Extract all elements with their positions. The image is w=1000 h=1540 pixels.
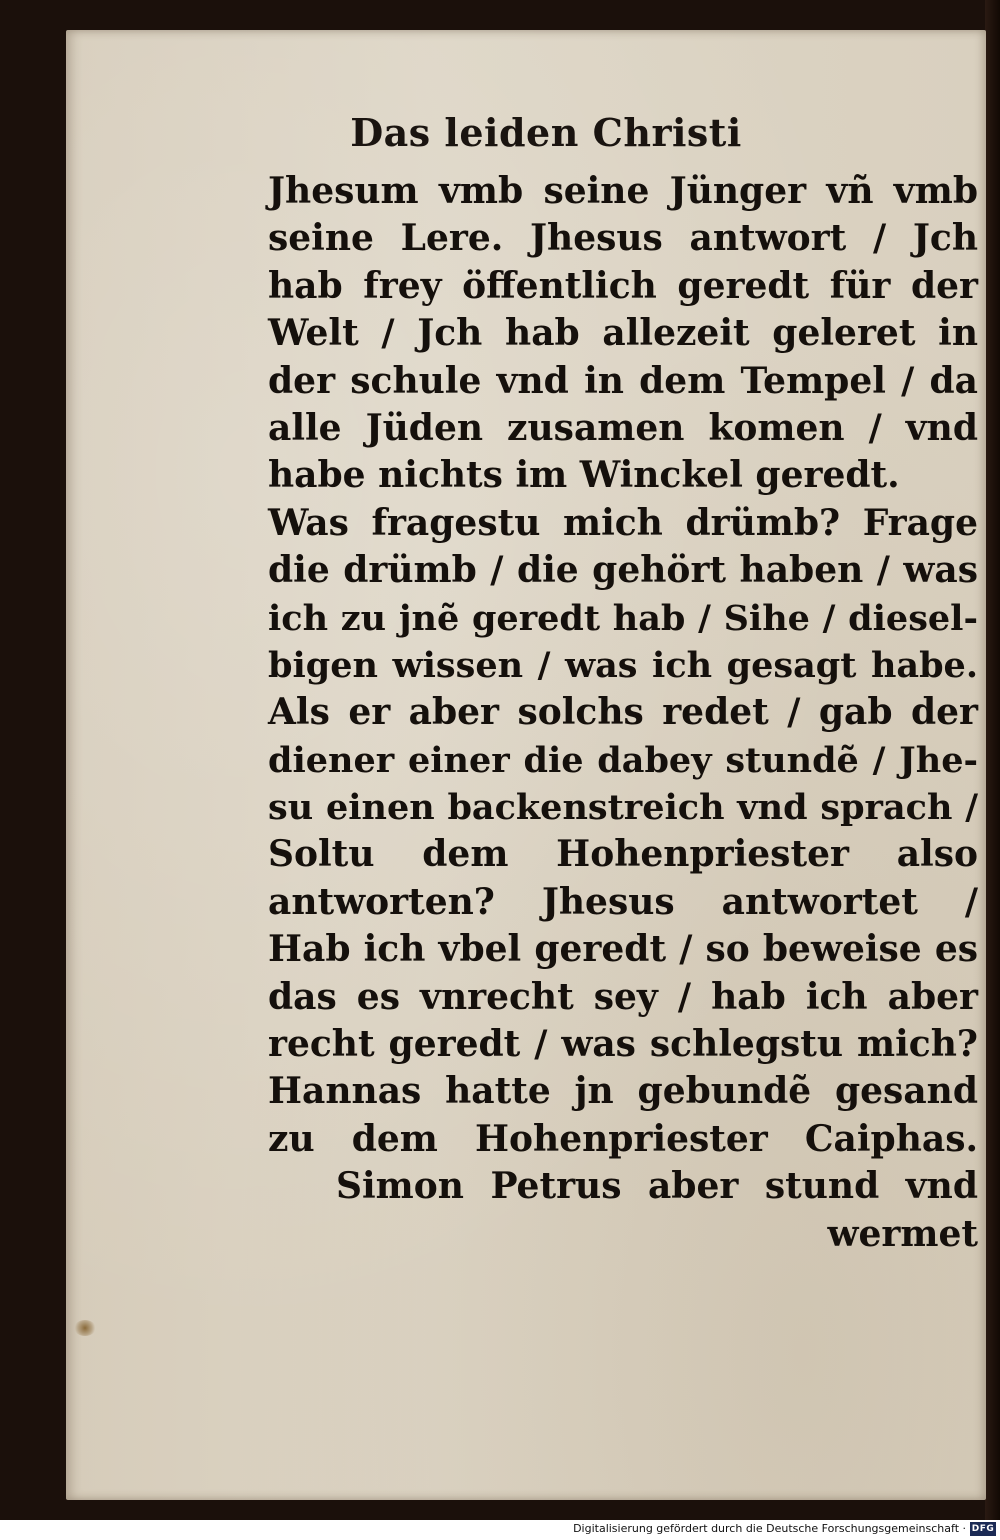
running-head: Das leiden Christi <box>350 110 742 155</box>
binding-edge <box>985 0 1000 1520</box>
book-page <box>66 30 986 1500</box>
text-line-12: Als er aber solchs redet / gab der <box>268 691 978 734</box>
text-line-5: der schule vnd in dem Tempel / da <box>268 359 978 402</box>
text-line-10: ich zu jnẽ geredt hab / Sihe / diesel- <box>268 597 978 639</box>
text-line-11: bigen wissen / was ich gesagt habe. <box>268 644 978 686</box>
text-line-19: recht geredt / was schlegstu mich? <box>268 1023 978 1066</box>
digitization-credit: Digitalisierung gefördert durch die Deutsche Forschungsgemeinschaft · <box>573 1522 966 1535</box>
text-line-13: diener einer die dabey stundẽ / Jhe- <box>268 739 978 781</box>
text-line-20: Hannas hatte jn gebundẽ gesand <box>268 1070 978 1113</box>
text-line-9: die drümb / die gehört haben / was <box>268 549 978 592</box>
text-block <box>268 168 978 1258</box>
text-line-7: habe nichts im Winckel geredt. <box>268 454 900 497</box>
text-line-14: su einen backenstreich vnd sprach / <box>268 787 978 829</box>
text-line-16: antworten? Jhesus antwortet / <box>268 880 978 923</box>
text-line-15: Soltu dem Hohenpriester also <box>268 833 978 876</box>
text-line-1: Jhesum vmb seine Jünger vñ vmb <box>268 170 978 212</box>
text-line-6: alle Jüden zusamen komen / vnd <box>268 406 978 449</box>
text-line-22: Simon Petrus aber stund vnd <box>336 1165 978 1208</box>
ink-speck <box>74 1320 96 1336</box>
text-line-8: Was fragestu mich drümb? Frage <box>268 501 978 544</box>
text-line-21: zu dem Hohenpriester Caiphas. <box>268 1117 978 1160</box>
text-line-17: Hab ich vbel geredt / so beweise es <box>268 928 978 971</box>
dfg-logo: DFG <box>971 1524 995 1534</box>
text-line-4: Welt / Jch hab allezeit geleret in <box>268 312 978 355</box>
catchword: wermet <box>827 1212 978 1255</box>
text-line-2: seine Lere. Jhesus antwort / Jch <box>268 217 978 260</box>
text-line-3: hab frey öffentlich geredt für der <box>268 264 978 307</box>
text-line-18: das es vnrecht sey / hab ich aber <box>268 975 978 1018</box>
